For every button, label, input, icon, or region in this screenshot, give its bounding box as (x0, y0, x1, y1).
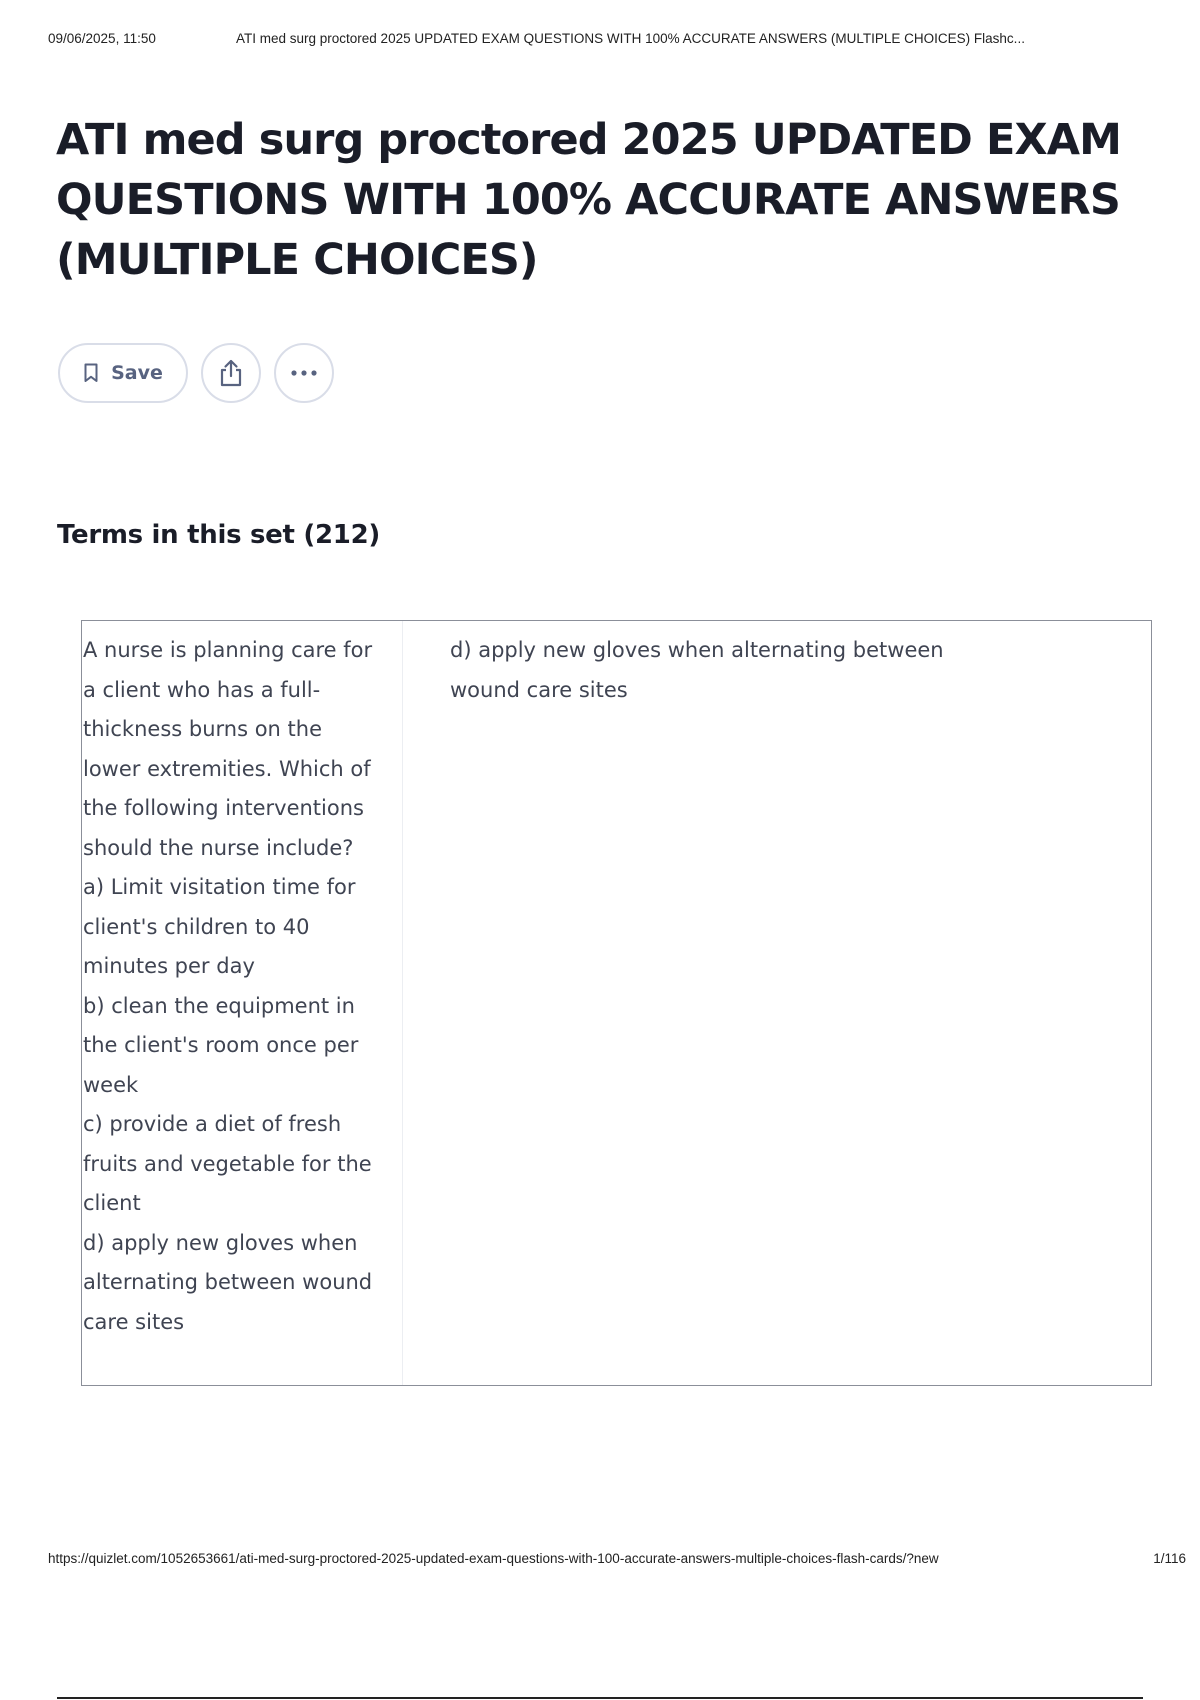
term-text (83, 631, 383, 1342)
share-button[interactable] (201, 343, 261, 403)
bookmark-icon (83, 363, 99, 383)
term-option-a: a) Limit visitation time for client's children to 40 minutes per day (83, 875, 356, 978)
print-footer (48, 1551, 1186, 1571)
term-question: A nurse is planning care for a client who has a full-thickness burns on the lower extremities. Which of the following interventions should the nurse include? (83, 638, 373, 860)
print-document-title: ATI med surg proctored 2025 UPDATED EXAM QUESTIONS WITH 100% ACCURATE ANSWERS (MULTIPLE CHOICES) Flashc... (236, 31, 1025, 46)
more-options-button[interactable] (274, 343, 334, 403)
page-bottom-rule (57, 1697, 1143, 1699)
more-options-icon (290, 369, 318, 377)
print-url: https://quizlet.com/1052653661/ati-med-surg-proctored-2025-updated-exam-questions-with-100-accurate-answers-multiple-choices-flash-cards/?new (48, 1551, 939, 1566)
term-option-c: c) provide a diet of fresh fruits and vegetable for the client (83, 1112, 372, 1215)
definition-text: d) apply new gloves when alternating between wound care sites (450, 638, 944, 702)
page-number: 1/116 (1153, 1551, 1186, 1566)
terms-heading: Terms in this set (212) (57, 520, 380, 550)
page-title: ATI med surg proctored 2025 UPDATED EXAM QUESTIONS WITH 100% ACCURATE ANSWERS (MULTIPLE CHOICES) (56, 115, 1122, 285)
print-header (48, 31, 1182, 51)
card-divider (402, 621, 403, 1385)
share-icon (219, 359, 243, 387)
save-label: Save (111, 362, 163, 384)
term-option-b: b) clean the equipment in the client's room once per week (83, 993, 359, 1097)
save-button[interactable] (58, 343, 188, 403)
term-card[interactable] (81, 620, 1152, 1386)
print-datetime: 09/06/2025, 11:50 (48, 31, 156, 46)
term-option-d: d) apply new gloves when alternating between wound care sites (83, 1230, 373, 1334)
